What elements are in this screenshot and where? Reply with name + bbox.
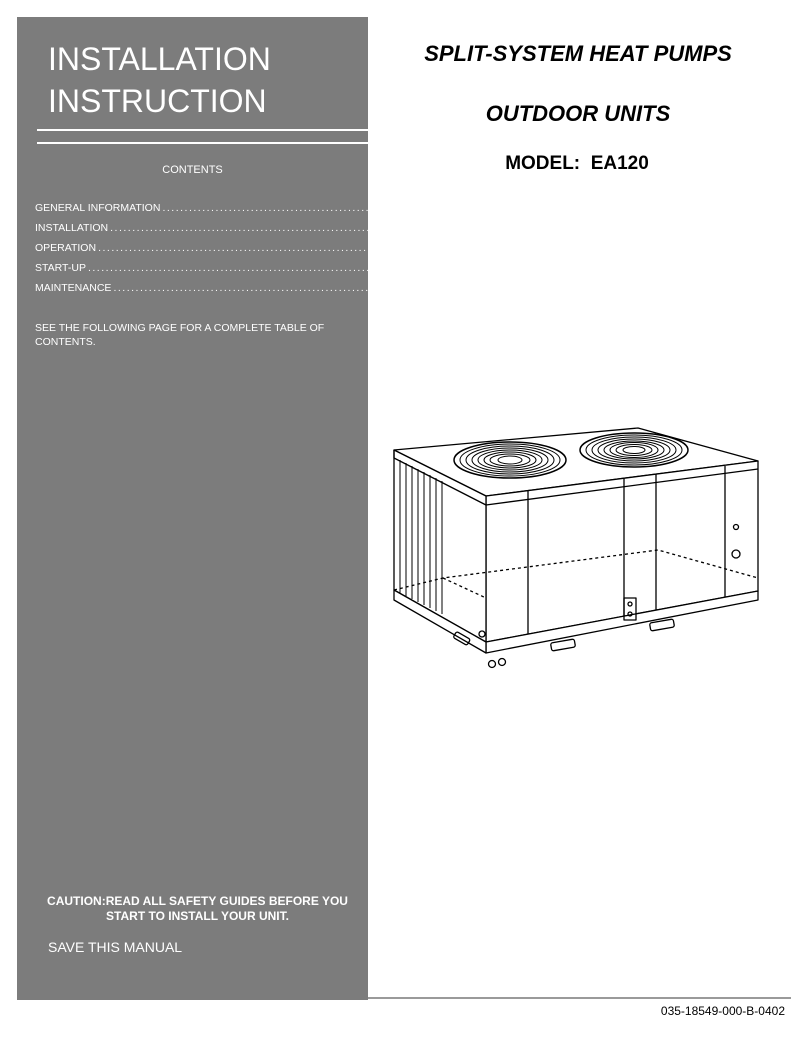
page-title xyxy=(48,38,271,122)
toc-entry-page: 5 xyxy=(500,222,507,234)
toc-entry-start-up[interactable] xyxy=(35,262,491,282)
title-divider-upper xyxy=(37,129,368,131)
toc-entry-label: MAINTENANCE xyxy=(35,282,112,294)
toc-leader-dots: ........................................................................................ xyxy=(110,222,499,234)
model-value: EA120 xyxy=(590,153,649,174)
title-line-2: INSTRUCTION xyxy=(48,83,267,119)
table-of-contents xyxy=(35,202,559,302)
save-manual-note: SAVE THIS MANUAL xyxy=(48,939,183,955)
toc-entry-label: OPERATION xyxy=(35,242,97,254)
fork-slot xyxy=(550,639,575,651)
toc-entry-page: 20 xyxy=(478,262,491,274)
model-label: MODEL: xyxy=(505,153,581,174)
caution-line-1: CAUTION:READ ALL SAFETY GUIDES BEFORE YOU xyxy=(47,894,348,908)
toc-entry-page: 3 xyxy=(553,202,559,214)
toc-leader-dots: ........................................................................................ xyxy=(87,262,477,274)
toc-leader-dots: ........................................................................................ xyxy=(98,242,487,254)
model-line xyxy=(368,153,786,175)
document-number: 035-18549-000-B-0402 xyxy=(660,1004,785,1018)
caution-line-2: START TO INSTALL YOUR UNIT. xyxy=(106,909,289,923)
caution-notice xyxy=(35,894,360,924)
title-line-1: INSTALLATION xyxy=(48,41,271,77)
toc-entry-label: GENERAL INFORMATION xyxy=(35,202,161,214)
fan-guard-left xyxy=(454,442,566,478)
title-divider-lower xyxy=(37,142,368,144)
toc-entry-label: START-UP xyxy=(35,262,86,274)
base-bolt xyxy=(499,659,506,666)
toc-entry-page: 22 xyxy=(504,282,516,294)
toc-leader-dots: ........................................................................................ xyxy=(113,282,503,294)
footer-divider xyxy=(368,997,791,999)
fan-guard-right xyxy=(580,433,688,467)
toc-leader-dots: ........................................................................................ xyxy=(162,202,552,214)
base-bolt xyxy=(489,661,496,668)
toc-entry-installation[interactable] xyxy=(35,222,507,242)
toc-entry-maintenance[interactable] xyxy=(35,282,516,302)
toc-note: SEE THE FOLLOWING PAGE FOR A COMPLETE TABLE OF CONTENTS. xyxy=(35,322,325,348)
contents-heading: CONTENTS xyxy=(162,164,223,176)
toc-entry-general-information[interactable] xyxy=(35,202,559,222)
outdoor-unit-drawing-icon xyxy=(388,428,798,680)
toc-entry-operation[interactable] xyxy=(35,242,501,262)
product-heading: SPLIT-SYSTEM HEAT PUMPS xyxy=(424,41,732,66)
product-subheading: OUTDOOR UNITS xyxy=(485,101,671,126)
toc-entry-label: INSTALLATION xyxy=(35,222,109,234)
toc-entry-page: 17 xyxy=(488,242,501,254)
